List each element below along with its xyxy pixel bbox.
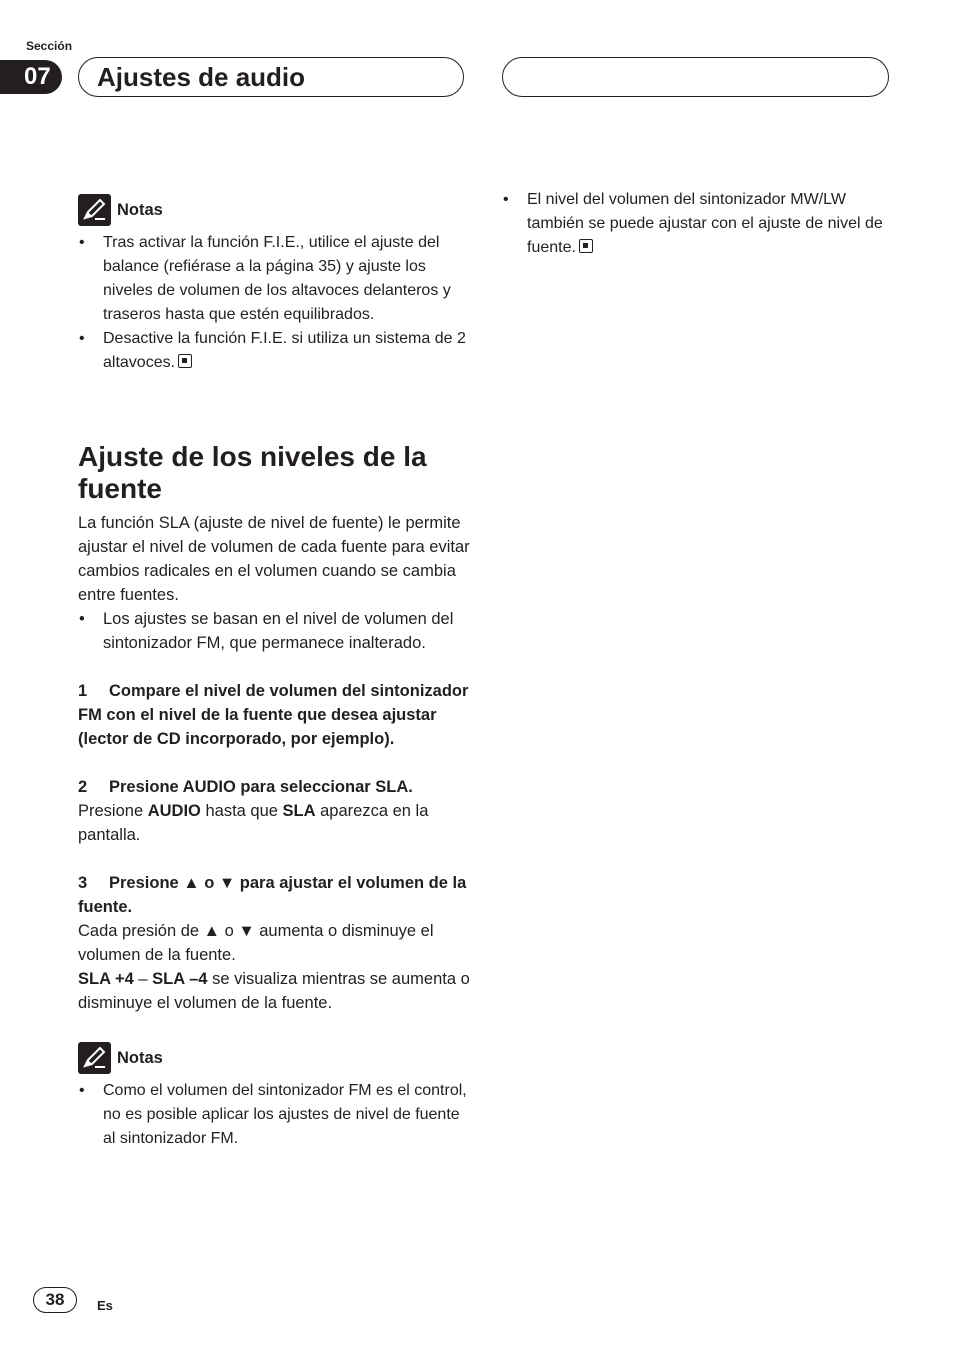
header-title-box: [78, 57, 464, 97]
step-1: [78, 679, 470, 751]
step-3-body: Cada presión de ▲ o ▼ aumenta o disminuye el volumen de la fuente.: [78, 922, 434, 964]
header-right-box: [502, 57, 889, 97]
step-3-range: [78, 967, 470, 1015]
step-number: 1: [78, 682, 88, 700]
section-number-tab: 07: [0, 60, 62, 94]
note-item: • Como el volumen del sintonizador FM es el control, no es posible aplicar los ajustes de nivel de fuente al sintonizador FM.: [78, 1079, 470, 1151]
section-label: Sección: [26, 39, 73, 53]
note-item: [78, 327, 470, 375]
step-2: [78, 775, 470, 799]
body-text: se visualiza mientras se aumenta o disminuye el volumen de la fuente.: [78, 970, 470, 1012]
step-text: Presione ▲ o ▼ para ajustar el volumen de la fuente.: [78, 874, 467, 916]
end-stop-icon: [178, 354, 192, 368]
step-2-body: [78, 799, 470, 847]
body-bold: SLA –4: [152, 970, 208, 988]
section-heading: Ajuste de los niveles de la fuente: [78, 441, 427, 504]
note-item-text: Desactive la función F.I.E. si utiliza un sistema de 2 altavoces.: [103, 330, 466, 371]
intro-bullet: • Los ajustes se basan en el nivel de volumen del sintonizador FM, que permanece inalterado.: [78, 607, 470, 655]
notes-header: [78, 1041, 470, 1075]
notes-label: Notas: [117, 201, 163, 219]
notes-pencil-icon: [78, 194, 111, 226]
step-3: [78, 871, 470, 919]
body-bold: AUDIO: [147, 802, 201, 820]
page-title: Ajustes de audio: [97, 62, 306, 92]
note-item: [502, 188, 892, 260]
language-code: Es: [97, 1298, 113, 1313]
body-text: aparezca en la pantalla.: [78, 802, 429, 844]
left-column: [78, 193, 470, 1151]
body-text: –: [133, 970, 153, 988]
body-bold: SLA: [282, 802, 316, 820]
intro-paragraph: La función SLA (ajuste de nivel de fuente) le permite ajustar el nivel de volumen de cada fuente para evitar cambios radicales en el volumen cuando se cambia entre fuentes.: [78, 514, 470, 604]
notes-label: Notas: [117, 1049, 163, 1067]
body-bold: SLA +4: [78, 970, 134, 988]
note-item: • Tras activar la función F.I.E., utilice el ajuste del balance (refiérase a la página 35) y ajuste los niveles de volumen de los altavoces delanteros y traseros hasta que estén equilibrados.: [78, 231, 470, 327]
step-number: 3: [78, 874, 88, 892]
step-number: 2: [78, 778, 88, 796]
page-number: 38: [33, 1287, 77, 1313]
note-item-text: El nivel del volumen del sintonizador MW/LW también se puede ajustar con el ajuste de nivel de fuente.: [527, 191, 883, 256]
notes-header: [78, 193, 470, 227]
notes-pencil-icon: [78, 1042, 111, 1074]
step-text: Presione AUDIO para seleccionar SLA.: [109, 778, 413, 796]
end-stop-icon: [579, 239, 593, 253]
right-column: [502, 188, 892, 260]
body-text: hasta que: [200, 802, 283, 820]
body-text: Presione: [78, 802, 148, 820]
step-text: Compare el nivel de volumen del sintonizador FM con el nivel de la fuente que desea ajustar (lector de CD incorporado, por ejemplo).: [78, 682, 469, 748]
